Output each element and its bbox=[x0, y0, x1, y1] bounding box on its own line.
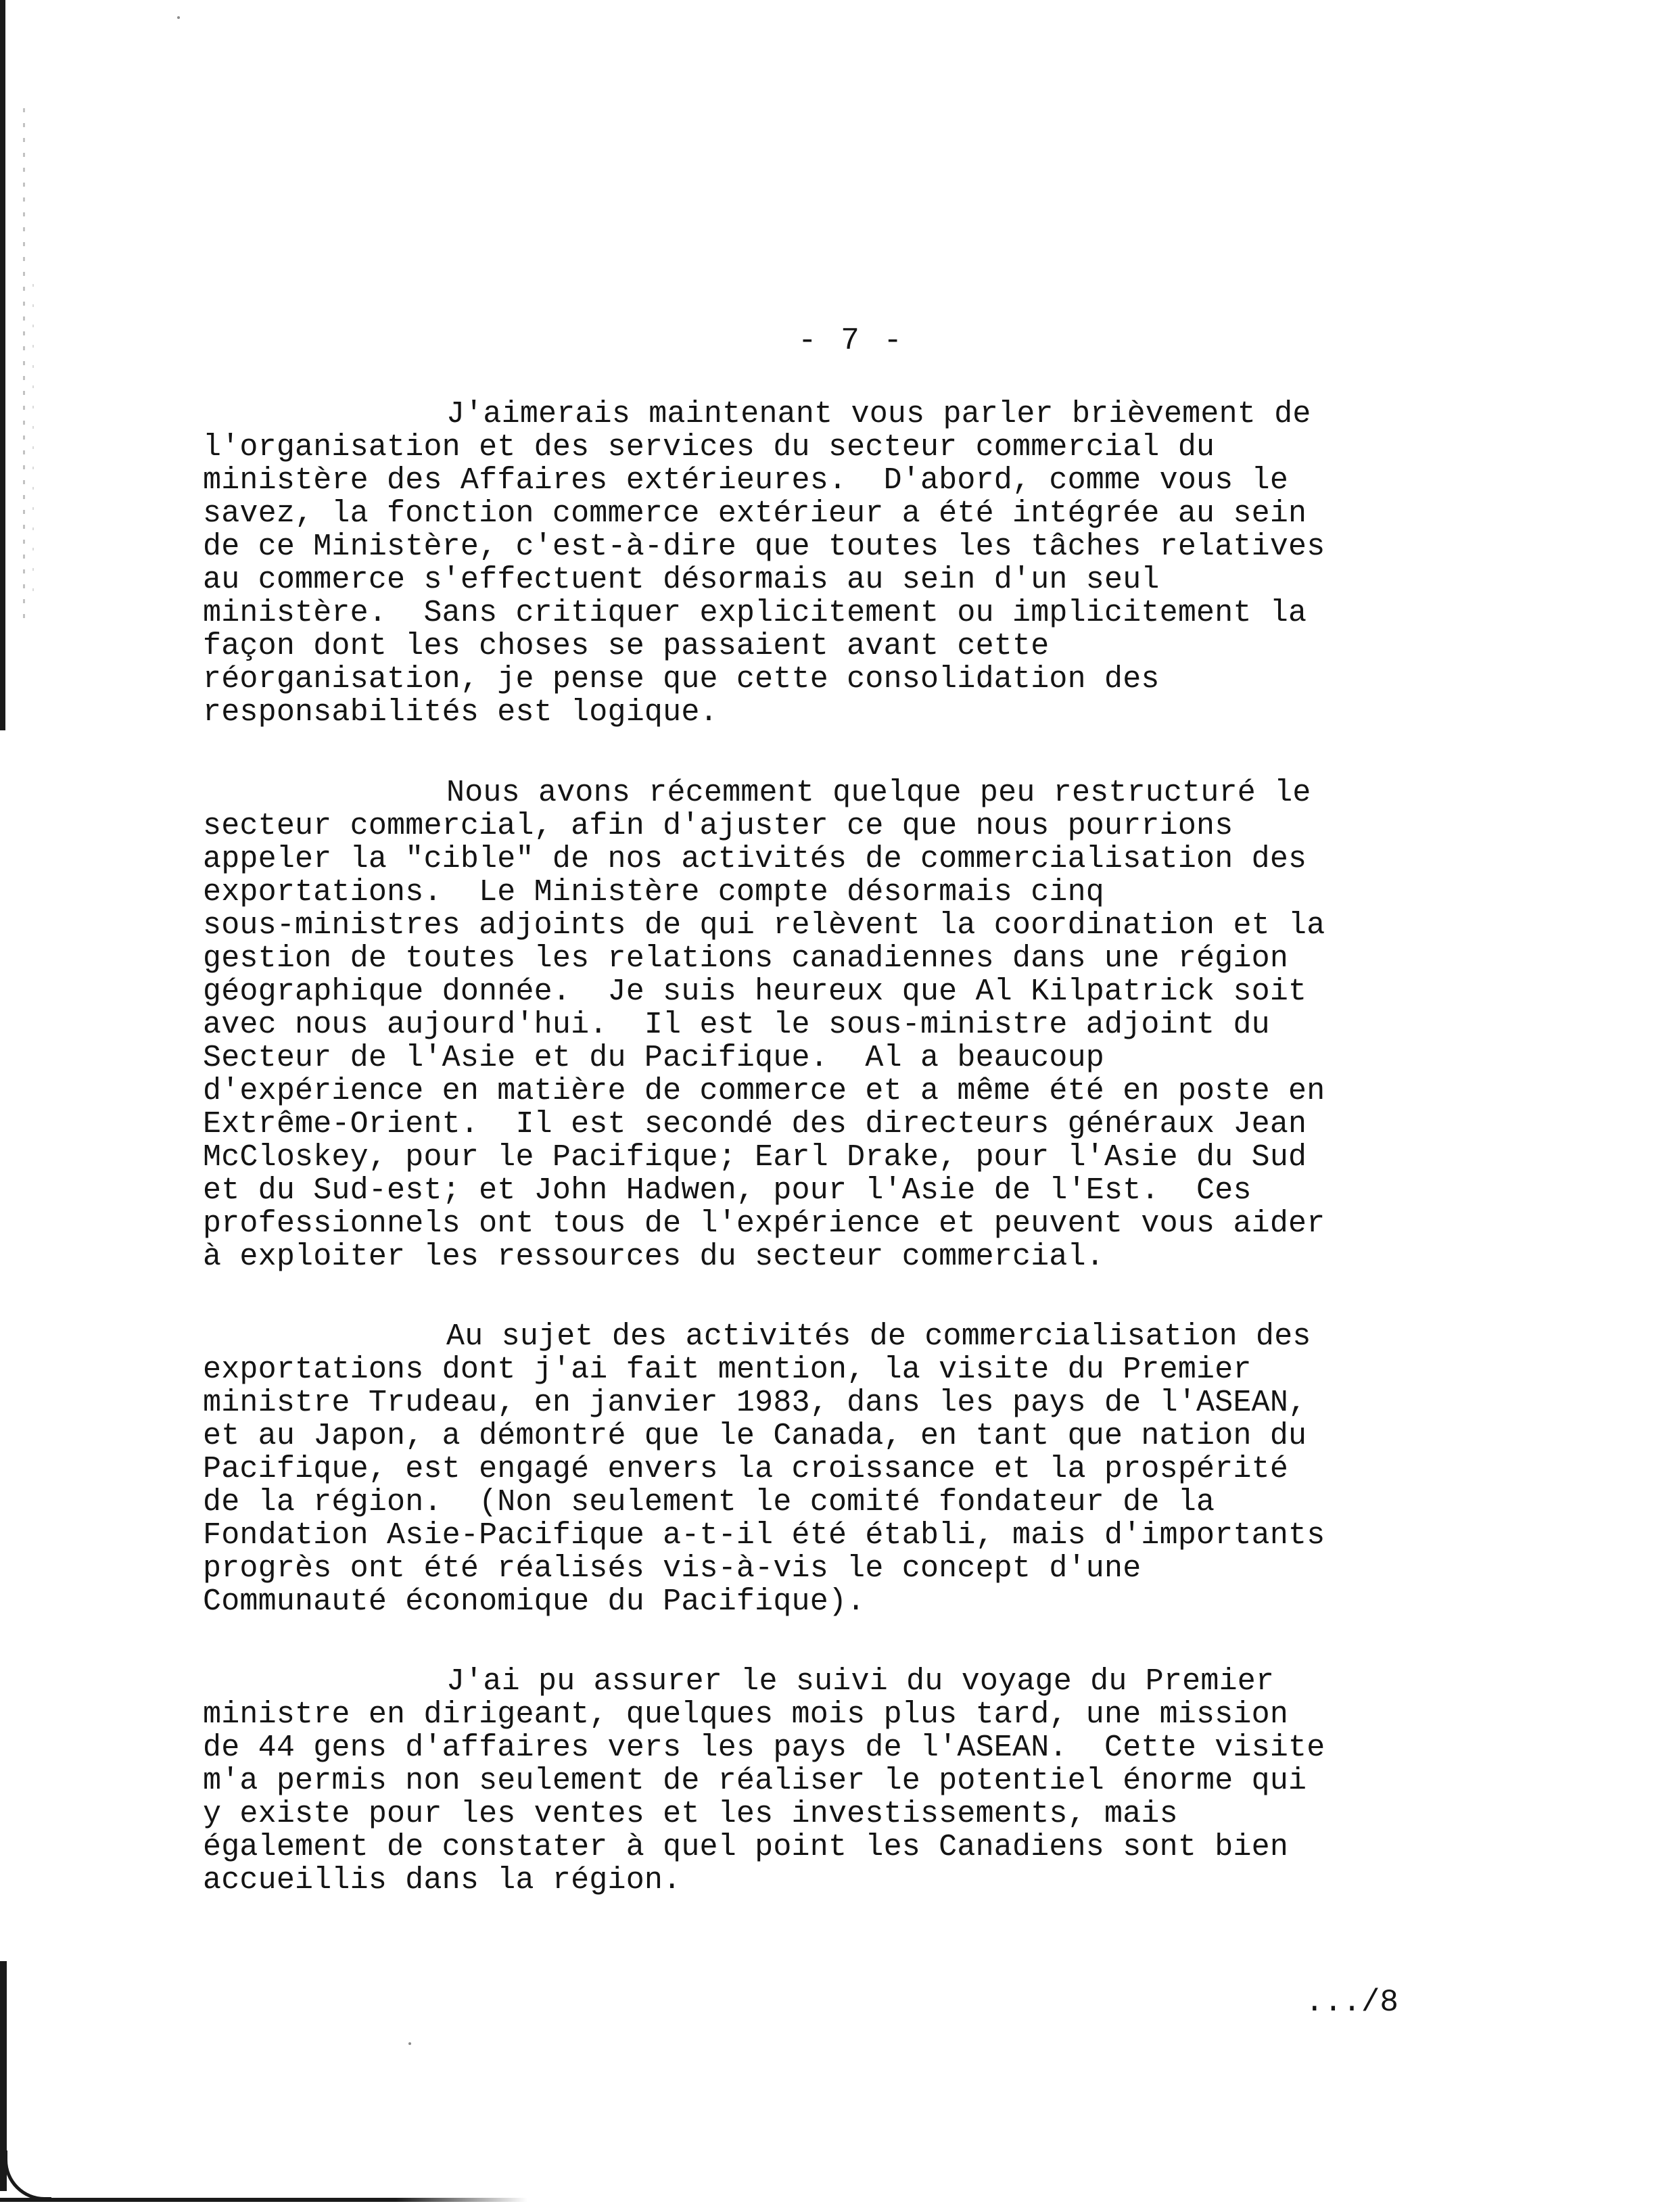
text-line: secteur commercial, afin d'ajuster ce que nous pourrions bbox=[203, 809, 1233, 843]
text-line: de 44 gens d'affaires vers les pays de l'ASEAN. Cette visite bbox=[203, 1731, 1325, 1765]
continuation-marker: .../8 bbox=[1305, 1985, 1399, 2020]
text-line: savez, la fonction commerce extérieur a été intégrée au sein bbox=[203, 496, 1307, 531]
text-line: de la région. (Non seulement le comité fondateur de la bbox=[203, 1485, 1215, 1520]
text-line: exportations dont j'ai fait mention, la visite du Premier bbox=[203, 1352, 1252, 1387]
paragraph-4 bbox=[203, 1665, 1501, 1897]
scan-speckle bbox=[32, 284, 34, 609]
text-line: ministère. Sans critiquer explicitement ou implicitement la bbox=[203, 596, 1307, 630]
text-line: Secteur de l'Asie et du Pacifique. Al a beaucoup bbox=[203, 1041, 1105, 1075]
text-line: J'ai pu assurer le suivi du voyage du Premier bbox=[446, 1664, 1275, 1699]
text-line: y existe pour les ventes et les investissements, mais bbox=[203, 1797, 1178, 1831]
text-line: au commerce s'effectuent désormais au sein d'un seul bbox=[203, 563, 1160, 597]
text-line: géographique donnée. Je suis heureux que Al Kilpatrick soit bbox=[203, 974, 1307, 1009]
scan-dust bbox=[408, 2042, 411, 2045]
text-line: sous-ministres adjoints de qui relèvent la coordination et la bbox=[203, 908, 1325, 943]
text-line: d'expérience en matière de commerce et a même été en poste en bbox=[203, 1074, 1325, 1108]
text-line: appeler la "cible" de nos activités de commercialisation des bbox=[203, 842, 1307, 876]
paragraph-1 bbox=[203, 398, 1501, 729]
text-line: Extrême-Orient. Il est secondé des directeurs généraux Jean bbox=[203, 1107, 1307, 1142]
text-line: accueillis dans la région. bbox=[203, 1863, 682, 1898]
paragraph-2 bbox=[203, 776, 1501, 1273]
text-line: gestion de toutes les relations canadiennes dans une région bbox=[203, 941, 1289, 976]
text-line: McCloskey, pour le Pacifique; Earl Drake, pour l'Asie du Sud bbox=[203, 1140, 1307, 1175]
text-line: Nous avons récemment quelque peu restructuré le bbox=[446, 776, 1311, 810]
text-line: Au sujet des activités de commercialisation des bbox=[446, 1319, 1311, 1354]
text-line: de ce Ministère, c'est-à-dire que toutes les tâches relatives bbox=[203, 530, 1325, 564]
text-line: exportations. Le Ministère compte désormais cinq bbox=[203, 875, 1105, 910]
scan-dust bbox=[177, 16, 180, 19]
text-line: avec nous aujourd'hui. Il est le sous-ministre adjoint du bbox=[203, 1008, 1270, 1042]
text-line: réorganisation, je pense que cette consolidation des bbox=[203, 662, 1160, 697]
text-line: m'a permis non seulement de réaliser le potentiel énorme qui bbox=[203, 1764, 1307, 1798]
text-line: Fondation Asie-Pacifique a-t-il été établi, mais d'importants bbox=[203, 1518, 1325, 1553]
page-number: - 7 - bbox=[798, 323, 905, 358]
binding-corner-mark bbox=[4, 2150, 51, 2201]
text-line: progrès ont été réalisés vis-à-vis le concept d'une bbox=[203, 1551, 1142, 1586]
text-line: façon dont les choses se passaient avant cette bbox=[203, 629, 1050, 663]
text-line: ministère des Affaires extérieures. D'abord, comme vous le bbox=[203, 463, 1289, 498]
text-line: à exploiter les ressources du secteur commercial. bbox=[203, 1240, 1105, 1274]
text-line: professionnels ont tous de l'expérience et peuvent vous aider bbox=[203, 1206, 1325, 1241]
bottom-edge-mark bbox=[0, 2198, 527, 2202]
text-line: et du Sud-est; et John Hadwen, pour l'Asie de l'Est. Ces bbox=[203, 1173, 1252, 1208]
text-line: Pacifique, est engagé envers la croissance et la prospérité bbox=[203, 1452, 1289, 1486]
text-line: Communauté économique du Pacifique). bbox=[203, 1584, 866, 1619]
scan-speckle bbox=[23, 108, 25, 622]
text-line: ministre en dirigeant, quelques mois plus tard, une mission bbox=[203, 1697, 1289, 1732]
text-line: responsabilités est logique. bbox=[203, 695, 718, 730]
text-line: J'aimerais maintenant vous parler brièvement de bbox=[446, 397, 1311, 431]
binding-edge-mark bbox=[0, 0, 5, 730]
text-line: ministre Trudeau, en janvier 1983, dans les pays de l'ASEAN, bbox=[203, 1386, 1307, 1420]
paragraph-3 bbox=[203, 1320, 1501, 1618]
text-line: et au Japon, a démontré que le Canada, en tant que nation du bbox=[203, 1419, 1307, 1453]
text-line: l'organisation et des services du secteur commercial du bbox=[203, 430, 1215, 465]
text-line: également de constater à quel point les Canadiens sont bien bbox=[203, 1830, 1289, 1864]
